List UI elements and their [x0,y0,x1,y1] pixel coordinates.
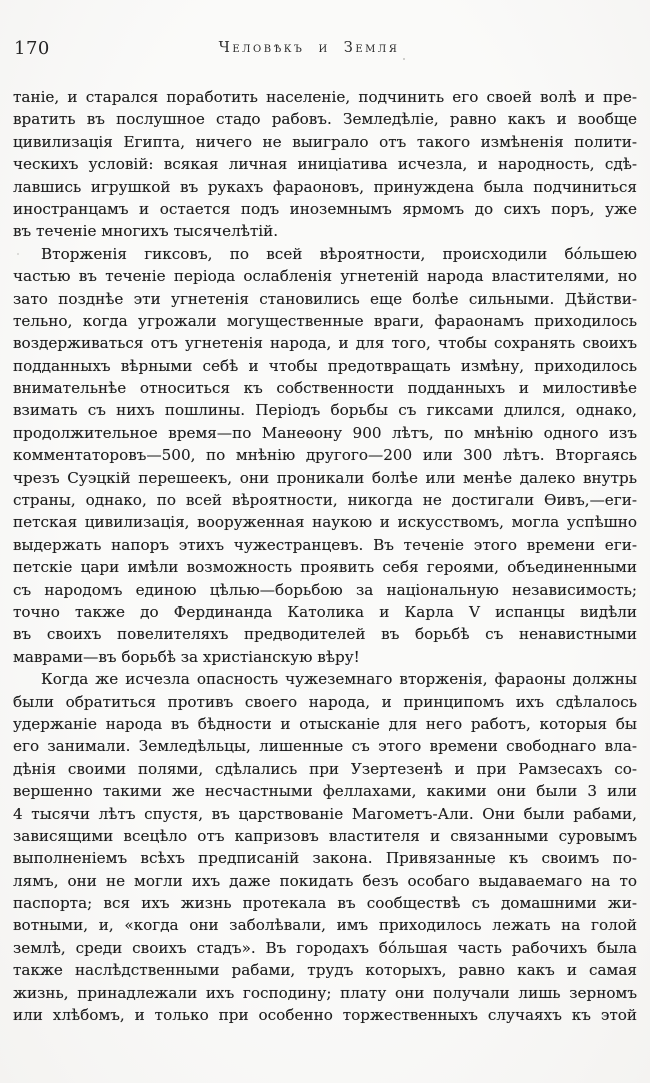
text-line: петская цивилизація, вооруженная наукою и искусствомъ, могла успѣшно [13,513,637,532]
paragraph [13,86,637,243]
text-line: иностранцамъ и остается подъ иноземнымъ ярмомъ до сихъ поръ, уже [13,199,637,218]
running-title: Человѣкъ и Земля [218,40,400,56]
text-line: петскіе цари имѣли возможность проявить себя героями, объединенными [13,558,637,577]
text-line: подданныхъ вѣрными себѣ и чтобы предотвращать измѣну, приходилось [13,356,637,375]
text-line: или хлѣбомъ, и только при особенно торжественныхъ случаяхъ къ этой [13,1006,637,1025]
text-line: землѣ, среди своихъ стадъ». Въ городахъ бо́льшая часть рабочихъ была [13,938,637,957]
text-line: жизнь, принадлежали ихъ господину; плату они получали лишь зерномъ [13,983,637,1002]
text-line: вотными, и, «когда они заболѣвали, имъ приходилось лежать на голой [13,916,637,935]
scan-speck [403,58,405,60]
text-line: его занимали. Земледѣльцы, лишенные съ этого времени свободнаго вла- [13,737,637,756]
text-line: въ теченіе многихъ тысячелѣтій. [13,222,279,241]
running-head [13,38,635,60]
text-line: Вторженія гиксовъ, по всей вѣроятности, происходили бо́льшею [41,244,637,263]
text-line: частью въ теченіе періода ослабленія угнетеній народа властителями, но [13,267,637,286]
text-line: продолжительное время—по Манеѳону 900 лѣтъ, по мнѣнію одного изъ [13,423,637,442]
paragraph [13,668,637,1026]
text-line: лямъ, они не могли ихъ даже покидать безъ особаго выдаваемаго на то [13,871,637,890]
text-line: паспорта; вся ихъ жизнь протекала въ сообществѣ съ домашними жи- [13,894,637,913]
text-line: чрезъ Суэцкій перешеекъ, они проникали болѣе или менѣе далеко внутрь [13,468,637,487]
text-line: зато позднѣе эти угнетенія становились еще болѣе сильными. Дѣйстви- [13,289,637,308]
text-line: удержаніе народа въ бѣдности и отысканіе для него работъ, которыя бы [13,714,637,733]
text-line: маврами—въ борьбѣ за христіанскую вѣру! [13,647,360,666]
text-line: дѣнія своими полями, сдѣлались при Узертезенѣ и при Рамзесахъ со- [13,759,637,778]
text-line: также наслѣдственными рабами, трудъ которыхъ, равно какъ и самая [13,961,637,980]
text-line: вратить въ послушное стадо рабовъ. Земледѣліе, равно какъ и вообще [13,110,637,129]
paragraph [13,243,637,668]
text-line: таніе, и старался поработить населеніе, подчинить его своей волѣ и пре- [13,88,637,106]
text-line: въ своихъ повелителяхъ предводителей въ борьбѣ съ ненавистными [13,625,637,644]
scan-speck [17,253,19,255]
scan-speck [585,96,587,98]
text-line: лавшись игрушкой въ рукахъ фараоновъ, принуждена была подчиниться [13,177,637,196]
body-text [13,86,637,1026]
text-line: 4 тысячи лѣтъ спустя, въ царствованіе Магометъ-Али. Они были рабами, [13,804,637,823]
text-line: цивилизація Египта, ничего не выиграло отъ такого измѣненія полити- [13,132,637,151]
scan-speck [491,863,493,865]
text-line: были обратиться противъ своего народа, и принципомъ ихъ сдѣлалось [13,692,637,711]
text-line: тельно, когда угрожали могущественные враги, фараонамъ приходилось [13,311,637,330]
text-line: страны, однако, по всей вѣроятности, никогда не достигали Ѳивъ,—еги- [13,491,637,510]
text-line: воздерживаться отъ угнетенія народа, и для того, чтобы сохранять своихъ [13,334,637,353]
page-number: 170 [14,38,50,59]
text-line: выполненіемъ всѣхъ предписаній закона. Привязанные къ своимъ по- [13,849,637,868]
text-line: ческихъ условій: всякая личная иниціатива исчезла, и народность, сдѣ- [13,155,637,174]
text-line: вершенно такими же несчастными феллахами, какими они были 3 или [13,782,637,801]
text-line: зависящими всецѣло отъ капризовъ властителя и связанными суровымъ [13,826,637,845]
text-line: выдержать напоръ этихъ чужестранцевъ. Въ теченіе этого времени еги- [13,535,637,554]
text-line: взимать съ нихъ пошлины. Періодъ борьбы съ гиксами длился, однако, [13,401,637,420]
text-line: точно также до Фердинанда Католика и Карла V испанцы видѣли [13,602,637,621]
text-line: внимательнѣе относиться къ собственности подданныхъ и милостивѣе [13,379,637,398]
text-line: съ народомъ единою цѣлью—борьбою за національную независимость; [13,580,637,599]
text-line: Когда же исчезла опасность чужеземнаго вторженія, фараоны должны [41,670,637,689]
text-line: комментаторовъ—500, по мнѣнію другого—200 или 300 лѣтъ. Вторгаясь [13,446,637,465]
